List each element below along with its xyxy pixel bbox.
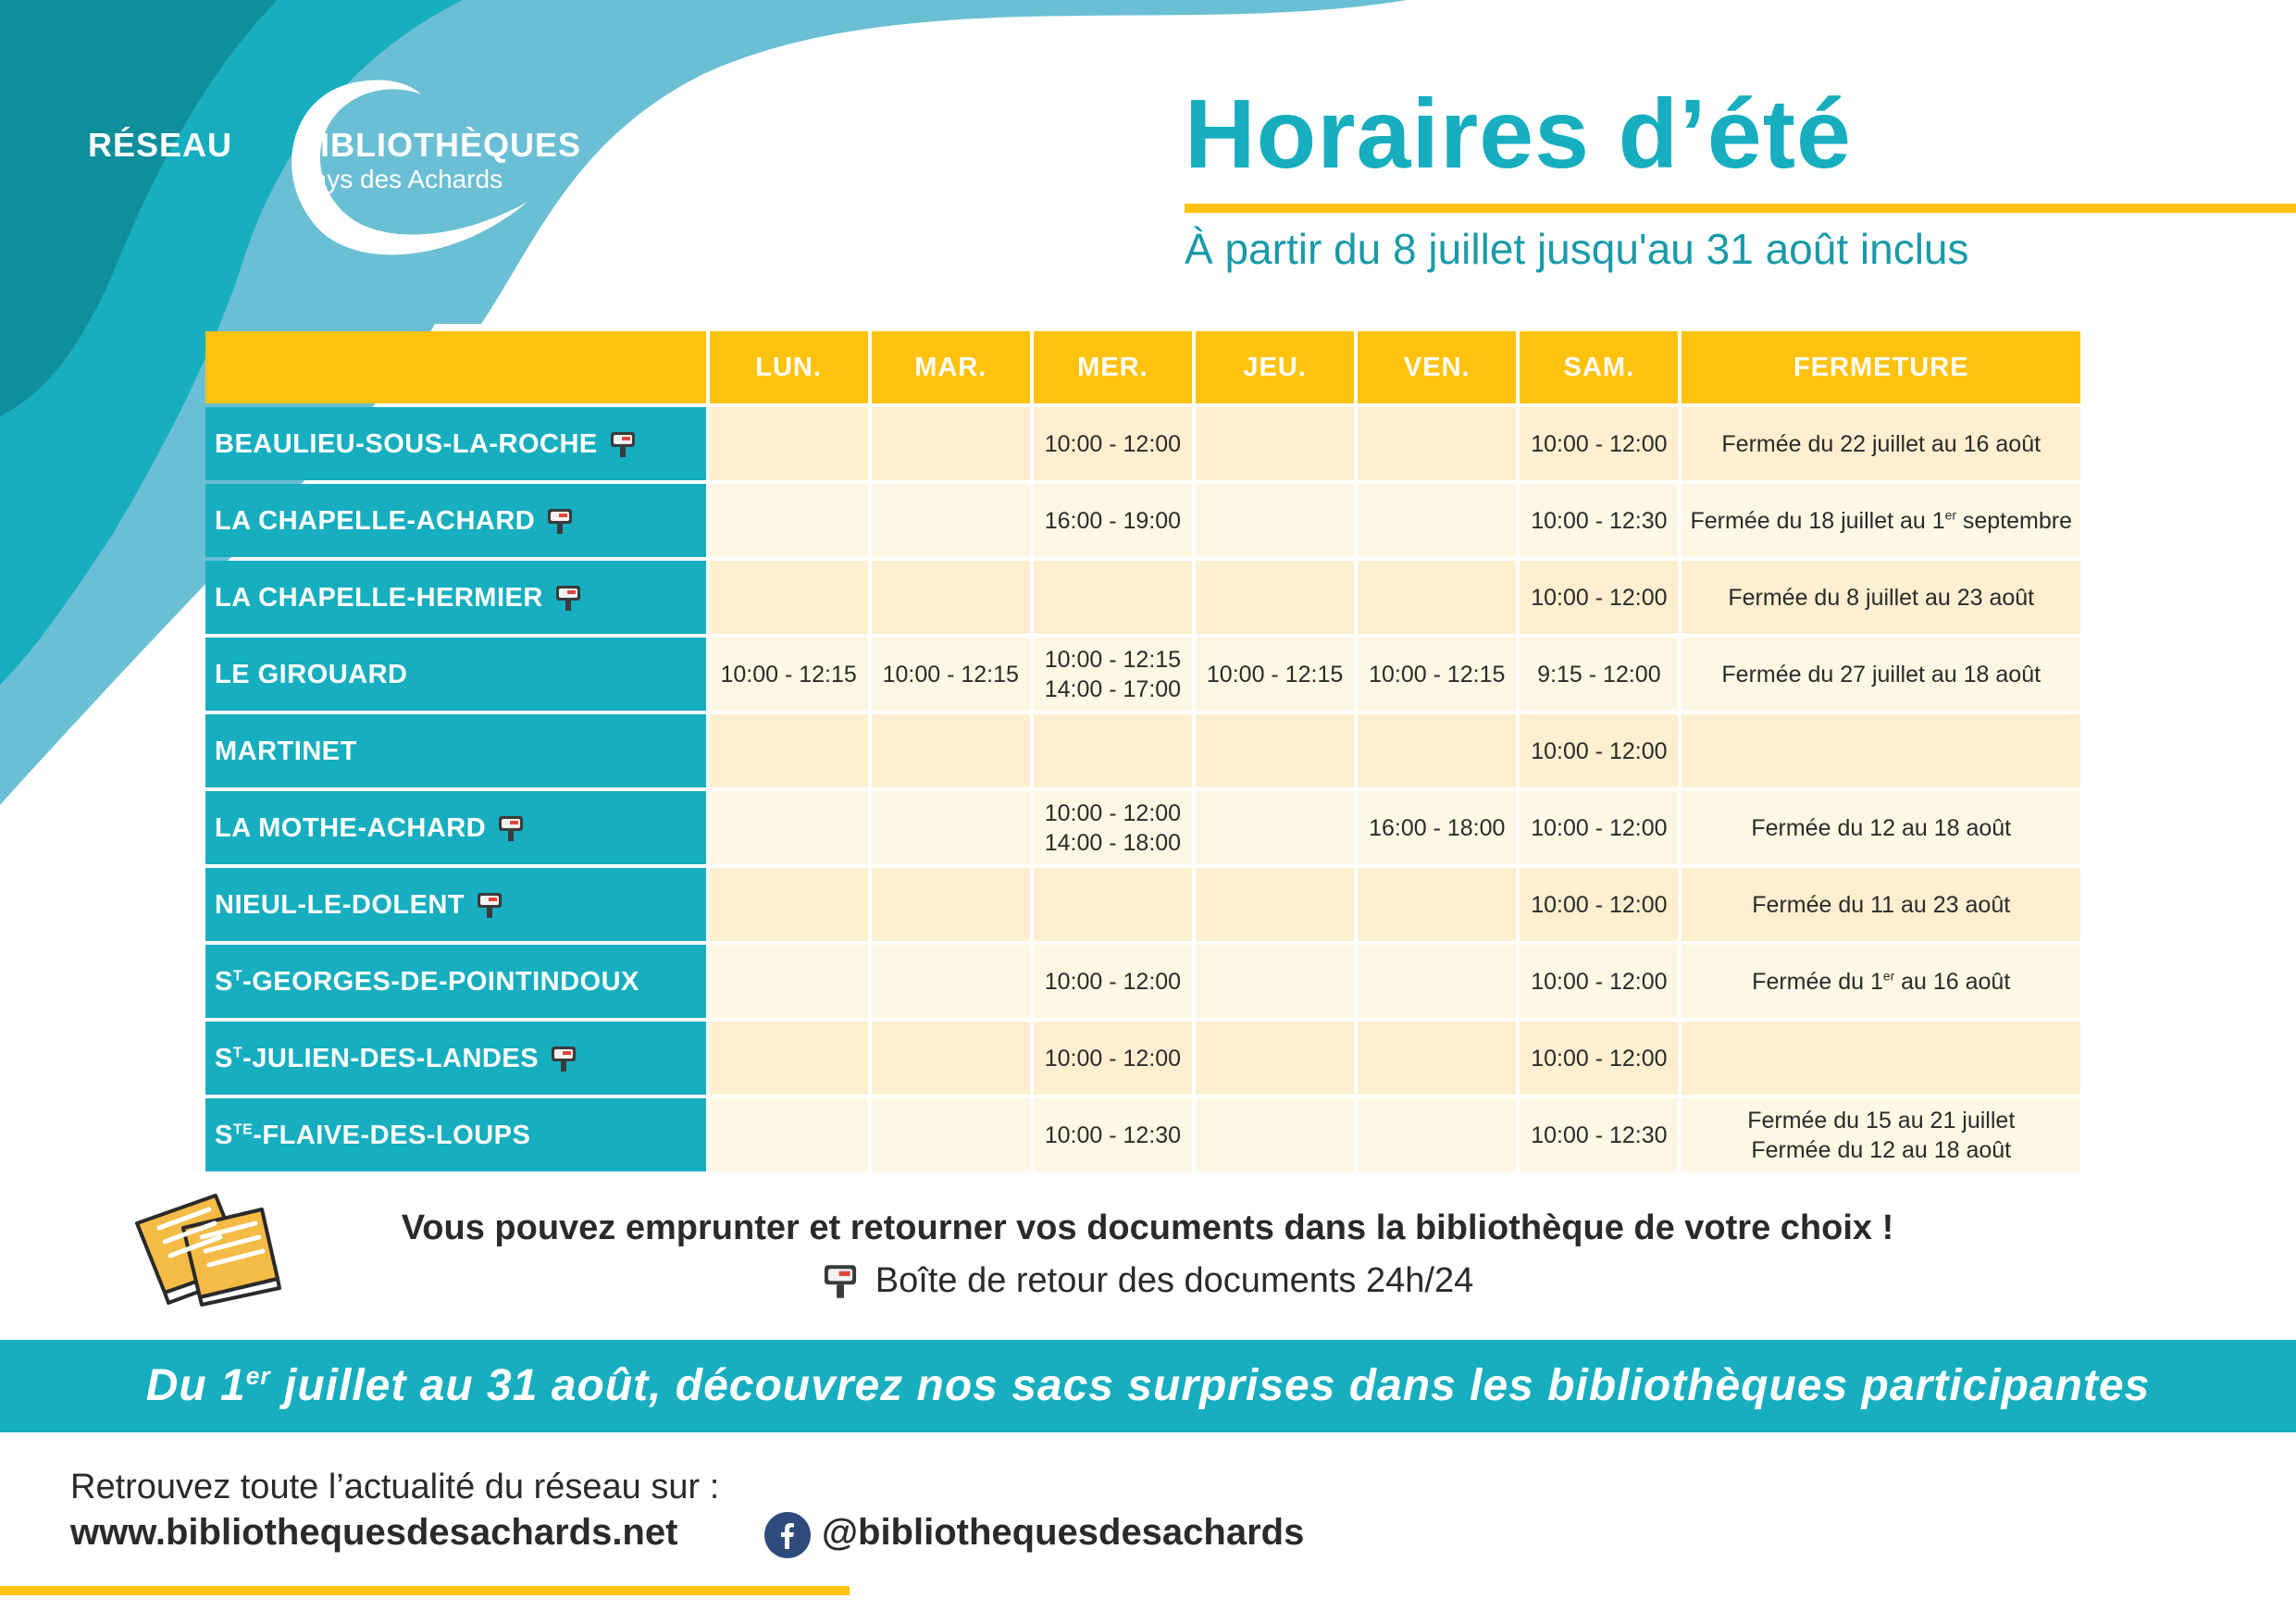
cell-mer-line-2: 14:00 - 18:00 xyxy=(1044,829,1182,856)
table-row xyxy=(205,561,2080,634)
cell-lun xyxy=(710,1098,868,1171)
cell-sam: 10:00 - 12:00 xyxy=(1520,791,1678,864)
footer-intro: Retrouvez toute l’actualité du réseau sur : xyxy=(70,1468,720,1506)
cell-mer-line-2: 14:00 - 17:00 xyxy=(1044,675,1182,702)
cell-mer-line-1: 10:00 - 12:15 xyxy=(1044,646,1182,673)
mailbox-icon xyxy=(822,1260,859,1299)
cell-ven xyxy=(1358,407,1516,480)
cell-fermeture: Fermée du 12 au 18 août xyxy=(1682,791,2080,864)
cell-sam: 10:00 - 12:00 xyxy=(1520,561,1678,634)
header-sam: SAM. xyxy=(1520,331,1678,403)
fermeture-text-end: au 16 août xyxy=(1894,968,2011,995)
cell-mer xyxy=(1034,638,1192,711)
cell-mar xyxy=(872,484,1030,557)
library-name xyxy=(205,561,706,634)
fermeture-text-end: septembre xyxy=(1955,507,2072,534)
table-row xyxy=(205,791,2080,864)
library-name-text-end: -JULIEN-DES-LANDES xyxy=(242,1044,540,1073)
table-row xyxy=(205,714,2080,787)
library-name-text: S xyxy=(215,1120,233,1150)
cell-jeu xyxy=(1196,561,1354,634)
cell-lun xyxy=(710,791,868,864)
cell-jeu xyxy=(1196,945,1354,1018)
header-ven: VEN. xyxy=(1358,331,1516,403)
cell-fermeture: Fermée du 27 juillet au 18 août xyxy=(1682,638,2080,711)
banner-sup: er xyxy=(245,1362,271,1390)
cell-fermeture xyxy=(1682,484,2080,557)
cell-mar xyxy=(872,791,1030,864)
cell-sam: 10:00 - 12:00 xyxy=(1520,945,1678,1018)
library-name-text-end: -FLAIVE-DES-LOUPS xyxy=(253,1120,531,1150)
schedule-table xyxy=(202,328,2084,1175)
cell-fermeture xyxy=(1682,945,2080,1018)
library-name xyxy=(205,791,706,864)
cell-fermeture xyxy=(1682,714,2080,787)
table-row xyxy=(205,1022,2080,1095)
library-name-sup: T xyxy=(232,1045,243,1061)
table-header-row xyxy=(205,331,2080,403)
cell-ven xyxy=(1358,561,1516,634)
cell-mar xyxy=(872,868,1030,941)
fermeture-text: Fermée du 1 xyxy=(1752,968,1883,995)
cell-jeu: 10:00 - 12:15 xyxy=(1196,638,1354,711)
table-row xyxy=(205,945,2080,1018)
library-name xyxy=(205,638,706,711)
library-name xyxy=(205,1022,706,1095)
library-name-text: BEAULIEU-SOUS-LA-ROCHE xyxy=(215,429,598,459)
cell-jeu xyxy=(1196,714,1354,787)
library-name-text: LA CHAPELLE-ACHARD xyxy=(215,506,536,536)
library-name-text: LE GIROUARD xyxy=(215,659,408,689)
cell-fermeture: Fermée du 11 au 23 août xyxy=(1682,868,2080,941)
cell-ven xyxy=(1358,1022,1516,1095)
mailbox-icon xyxy=(609,428,637,458)
cell-mar xyxy=(872,407,1030,480)
cell-ven xyxy=(1358,945,1516,1018)
cell-ven xyxy=(1358,714,1516,787)
fermeture-sup: er xyxy=(1944,508,1956,523)
website-link[interactable]: www.bibliothequesdesachards.net xyxy=(70,1512,678,1553)
library-name-sup: T xyxy=(232,967,243,984)
library-name xyxy=(205,484,706,557)
cell-mer: 10:00 - 12:00 xyxy=(1034,1022,1192,1095)
cell-lun xyxy=(710,407,868,480)
header-lun: LUN. xyxy=(710,331,868,403)
table-row xyxy=(205,868,2080,941)
cell-fermeture: Fermée du 22 juillet au 16 août xyxy=(1682,407,2080,480)
cell-jeu xyxy=(1196,868,1354,941)
table-row xyxy=(205,407,2080,480)
cell-mer: 16:00 - 19:00 xyxy=(1034,484,1192,557)
info-main-text: Vous pouvez emprunter et retourner vos documents dans la bibliothèque de votre choix ! xyxy=(401,1208,1894,1247)
fermeture-line-2: Fermée du 12 au 18 août xyxy=(1751,1136,2012,1163)
info-sub-text: Boîte de retour des documents 24h/24 xyxy=(875,1261,1474,1300)
library-name-text-end: -GEORGES-DE-POINTINDOUX xyxy=(242,966,639,997)
logo xyxy=(88,72,606,266)
cell-mer xyxy=(1034,714,1192,787)
books-icon xyxy=(128,1186,285,1307)
facebook-icon[interactable] xyxy=(764,1512,811,1558)
mailbox-icon xyxy=(554,582,582,612)
logo-reseau-text: RÉSEAU xyxy=(88,126,233,164)
cell-mer-line-1: 10:00 - 12:00 xyxy=(1044,799,1182,826)
cell-ven xyxy=(1358,868,1516,941)
fermeture-line-1: Fermée du 15 au 21 juillet xyxy=(1747,1107,2016,1134)
page-subtitle: À partir du 8 juillet jusqu'au 31 août inclus xyxy=(1185,225,1969,273)
cell-fermeture: Fermée du 8 juillet au 23 août xyxy=(1682,561,2080,634)
library-name-text: NIEUL-LE-DOLENT xyxy=(215,890,465,920)
cell-sam: 10:00 - 12:00 xyxy=(1520,868,1678,941)
library-name xyxy=(205,945,706,1018)
library-name-text: S xyxy=(215,1044,233,1073)
library-name-sup: TE xyxy=(232,1121,254,1137)
cell-mar xyxy=(872,714,1030,787)
cell-lun xyxy=(710,484,868,557)
cell-lun xyxy=(710,1022,868,1095)
cell-jeu xyxy=(1196,407,1354,480)
cell-sam: 10:00 - 12:00 xyxy=(1520,1022,1678,1095)
info-sub xyxy=(329,1260,1967,1301)
cell-ven xyxy=(1358,484,1516,557)
library-name xyxy=(205,1098,706,1171)
page-title: Horaires d’été xyxy=(1185,80,1852,189)
cell-lun xyxy=(710,561,868,634)
cell-mer: 10:00 - 12:30 xyxy=(1034,1098,1192,1171)
cell-lun xyxy=(710,714,868,787)
library-name-text: LA CHAPELLE-HERMIER xyxy=(215,583,543,613)
promo-banner xyxy=(0,1340,2296,1432)
cell-jeu xyxy=(1196,484,1354,557)
table-row xyxy=(205,484,2080,557)
library-name-text: S xyxy=(215,966,233,997)
cell-mar xyxy=(872,1098,1030,1171)
fermeture-text: Fermée du 18 juillet au 1 xyxy=(1690,507,1945,534)
cell-ven xyxy=(1358,1098,1516,1171)
cell-sam: 10:00 - 12:30 xyxy=(1520,1098,1678,1171)
cell-fermeture xyxy=(1682,1022,2080,1095)
header-jeu: JEU. xyxy=(1196,331,1354,403)
cell-sam: 10:00 - 12:30 xyxy=(1520,484,1678,557)
table-row xyxy=(205,1098,2080,1171)
mailbox-icon xyxy=(476,889,503,919)
cell-mar xyxy=(872,945,1030,1018)
cell-ven: 16:00 - 18:00 xyxy=(1358,791,1516,864)
cell-jeu xyxy=(1196,791,1354,864)
mailbox-icon xyxy=(550,1043,577,1072)
library-name xyxy=(205,407,706,480)
mailbox-icon xyxy=(497,812,525,842)
cell-mer xyxy=(1034,791,1192,864)
library-name-text: LA MOTHE-ACHARD xyxy=(215,813,487,843)
mailbox-icon xyxy=(546,505,574,535)
cell-sam: 10:00 - 12:00 xyxy=(1520,714,1678,787)
table-row xyxy=(205,638,2080,711)
banner-text-end: juillet au 31 août, découvrez nos sacs surprises dans les bibliothèques participantes xyxy=(270,1361,2151,1410)
footer-underline xyxy=(0,1586,850,1595)
cell-mer: 10:00 - 12:00 xyxy=(1034,945,1192,1018)
cell-sam: 10:00 - 12:00 xyxy=(1520,407,1678,480)
cell-mer xyxy=(1034,561,1192,634)
header-library xyxy=(205,331,706,403)
cell-mar xyxy=(872,561,1030,634)
library-name xyxy=(205,714,706,787)
cell-mer xyxy=(1034,868,1192,941)
logo-pays-text: Pays des Achards xyxy=(295,165,503,193)
header-mer: MER. xyxy=(1034,331,1192,403)
header-mar: MAR. xyxy=(872,331,1030,403)
cell-mar xyxy=(872,1022,1030,1095)
cell-jeu xyxy=(1196,1098,1354,1171)
facebook-handle[interactable]: @bibliothequesdesachards xyxy=(822,1512,1305,1553)
cell-sam: 9:15 - 12:00 xyxy=(1520,638,1678,711)
cell-mar: 10:00 - 12:15 xyxy=(872,638,1030,711)
logo-bibliotheques-text: BIBLIOTHÈQUES xyxy=(295,126,582,164)
cell-lun xyxy=(710,945,868,1018)
header-fermeture: FERMETURE xyxy=(1682,331,2080,403)
library-name-text: MARTINET xyxy=(215,736,357,766)
cell-lun: 10:00 - 12:15 xyxy=(710,638,868,711)
library-name xyxy=(205,868,706,941)
fermeture-sup: er xyxy=(1882,969,1895,984)
cell-fermeture xyxy=(1682,1098,2080,1171)
cell-jeu xyxy=(1196,1022,1354,1095)
cell-ven: 10:00 - 12:15 xyxy=(1358,638,1516,711)
cell-mer: 10:00 - 12:00 xyxy=(1034,407,1192,480)
title-underline xyxy=(1185,204,2296,213)
cell-lun xyxy=(710,868,868,941)
banner-text: Du 1 xyxy=(145,1361,246,1410)
